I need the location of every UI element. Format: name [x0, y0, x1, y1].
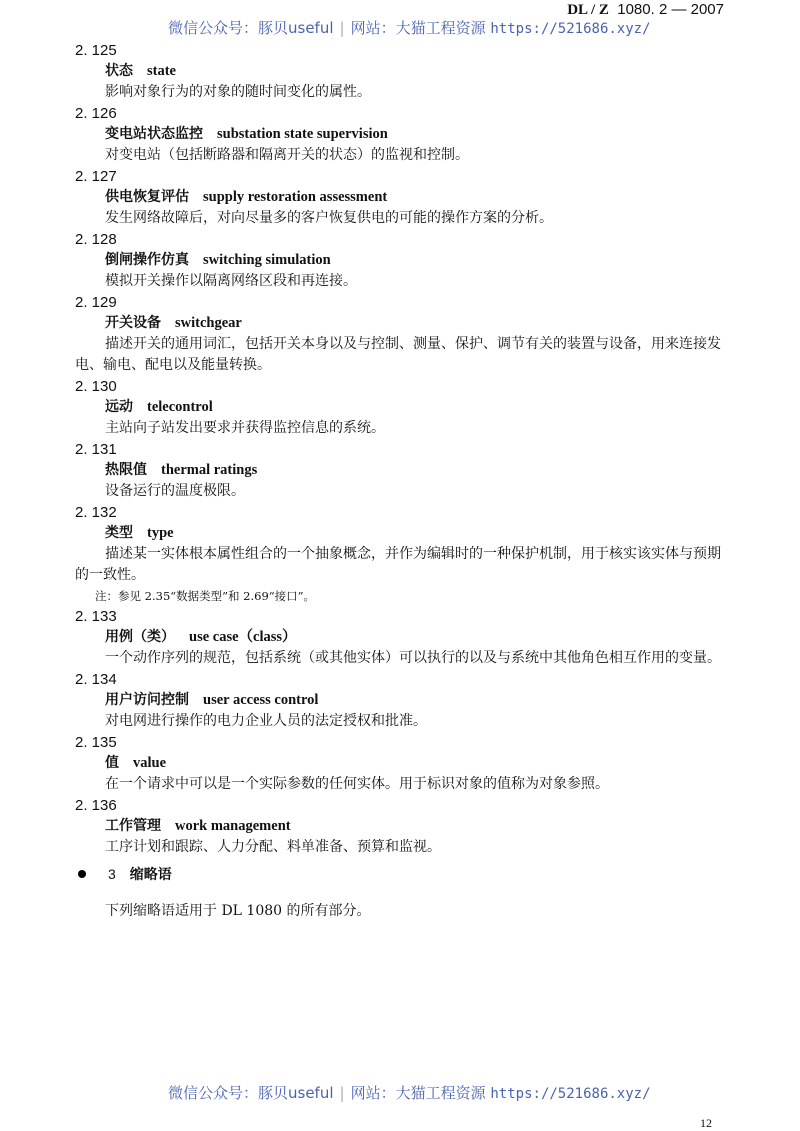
section-intro: 下列缩略语适用于 DL 1080 的所有部分。: [105, 903, 371, 919]
watermark-url[interactable]: https://521686.xyz/: [490, 21, 651, 37]
term-chinese: 值: [105, 755, 119, 771]
term-english: supply restoration assessment: [203, 189, 388, 205]
entry-term: [75, 313, 735, 334]
watermark-sep: |: [339, 1084, 345, 1102]
term-chinese: 热限值: [105, 462, 147, 478]
entry-number: 2. 136: [75, 797, 117, 814]
term-english: work management: [175, 818, 291, 834]
watermark-url[interactable]: https://521686.xyz/: [490, 1086, 651, 1102]
entry-term: [75, 187, 735, 208]
term-english: thermal ratings: [161, 462, 258, 478]
bullet-icon: [78, 870, 86, 878]
term-entries: [75, 40, 735, 858]
term-english: user access control: [203, 692, 319, 708]
definition-line: 影响对象行为的对象的随时间变化的属性。: [105, 84, 371, 100]
entry-number: 2. 131: [75, 441, 117, 458]
doc-code-prefix: DL / Z: [567, 2, 609, 18]
definition-line: 发生网络故障后，对向尽量多的客户恢复供电的可能的操作方案的分析。: [105, 210, 553, 226]
definition-line: 主站向子站发出要求并获得监控信息的系统。: [105, 420, 385, 436]
term-english: telecontrol: [147, 399, 213, 415]
term-entry: [75, 606, 735, 669]
entry-definition: [75, 648, 735, 669]
entry-term: [75, 627, 735, 648]
term-entry: [75, 229, 735, 292]
entry-definition: [75, 711, 735, 732]
entry-definition: [75, 208, 735, 229]
term-chinese: 类型: [105, 525, 133, 541]
term-entry: [75, 439, 735, 502]
entry-note: 注：参见 2.35“数据类型”和 2.69“接口”。: [95, 589, 316, 603]
term-english: value: [133, 755, 167, 771]
term-chinese: 用例（类）: [105, 629, 175, 645]
term-chinese: 用户访问控制: [105, 692, 189, 708]
definition-line: 对变电站（包括断路器和隔离开关的状态）的监视和控制。: [105, 147, 469, 163]
term-chinese: 倒闸操作仿真: [105, 252, 189, 268]
term-chinese: 状态: [105, 63, 133, 79]
entry-number: 2. 130: [75, 378, 117, 395]
entry-term: [75, 124, 735, 145]
term-chinese: 供电恢复评估: [105, 189, 189, 205]
term-entry: [75, 669, 735, 732]
term-chinese: 远动: [105, 399, 133, 415]
definition-line: 的一致性。: [75, 567, 145, 583]
entry-term: [75, 523, 735, 544]
entry-number: 2. 133: [75, 608, 117, 625]
entry-term: [75, 250, 735, 271]
page-number: 12: [700, 1116, 712, 1130]
entry-definition: [75, 481, 735, 502]
term-chinese: 变电站状态监控: [105, 126, 203, 142]
entry-definition: [75, 418, 735, 439]
watermark-sep: |: [339, 19, 345, 37]
definition-line: 一个动作序列的规范，包括系统（或其他实体）可以执行的以及与系统中其他角色相互作用的变量。: [105, 650, 721, 666]
entry-term: [75, 460, 735, 481]
definition-line: 电、输电、配电以及能量转换。: [75, 357, 271, 373]
term-english: switchgear: [175, 315, 242, 331]
definition-line: 描述开关的通用词汇，包括开关本身以及与控制、测量、保护、调节有关的装置与设备，用来连接发: [105, 336, 721, 352]
term-english: state: [147, 63, 176, 79]
entry-number: 2. 134: [75, 671, 117, 688]
definition-line: 描述某一实体根本属性组合的一个抽象概念，并作为编辑时的一种保护机制，用于核实该实体与预期: [105, 546, 721, 562]
watermark-wechat: 微信公众号：豚贝useful: [168, 1084, 334, 1102]
entry-term: [75, 61, 735, 82]
definition-line: 工序计划和跟踪、人力分配、料单准备、预算和监视。: [105, 839, 441, 855]
section-number: 3: [108, 866, 116, 882]
term-entry: [75, 502, 735, 606]
doc-code-rest: 1080. 2 — 2007: [617, 1, 724, 18]
section-title: 缩略语: [129, 867, 172, 883]
term-entry: [75, 166, 735, 229]
entry-definition: [75, 544, 735, 586]
watermark-top: [168, 17, 651, 38]
term-english: substation state supervision: [217, 126, 388, 142]
entry-number: 2. 128: [75, 231, 117, 248]
entry-term: [75, 397, 735, 418]
definition-line: 在一个请求中可以是一个实际参数的任何实体。用于标识对象的值称为对象参照。: [105, 776, 609, 792]
entry-number: 2. 135: [75, 734, 117, 751]
term-chinese: 工作管理: [105, 818, 161, 834]
entry-definition: [75, 145, 735, 166]
entry-term: [75, 816, 735, 837]
entry-number: 2. 129: [75, 294, 117, 311]
term-english: type: [147, 525, 174, 541]
term-entry: [75, 103, 735, 166]
entry-definition: [75, 334, 735, 376]
watermark-bottom: [168, 1082, 651, 1103]
term-entry: [75, 40, 735, 103]
watermark-site: 网站：大猫工程资源: [350, 1084, 486, 1102]
term-entry: [75, 292, 735, 376]
entry-number: 2. 132: [75, 504, 117, 521]
section-heading: [78, 864, 172, 884]
term-chinese: 开关设备: [105, 315, 161, 331]
watermark-site: 网站：大猫工程资源: [350, 19, 486, 37]
term-english: use case（class）: [189, 629, 297, 645]
entry-definition: [75, 774, 735, 795]
entry-definition: [75, 82, 735, 103]
definition-line: 模拟开关操作以隔离网络区段和再连接。: [105, 273, 357, 289]
entry-term: [75, 753, 735, 774]
term-entry: [75, 376, 735, 439]
entry-definition: [75, 837, 735, 858]
entry-number: 2. 126: [75, 105, 117, 122]
term-entry: [75, 732, 735, 795]
entry-definition: [75, 271, 735, 292]
entry-number: 2. 125: [75, 42, 117, 59]
definition-line: 对电网进行操作的电力企业人员的法定授权和批准。: [105, 713, 427, 729]
entry-term: [75, 690, 735, 711]
term-entry: [75, 795, 735, 858]
entry-number: 2. 127: [75, 168, 117, 185]
term-english: switching simulation: [203, 252, 331, 268]
definition-line: 设备运行的温度极限。: [105, 483, 245, 499]
watermark-wechat: 微信公众号：豚贝useful: [168, 19, 334, 37]
